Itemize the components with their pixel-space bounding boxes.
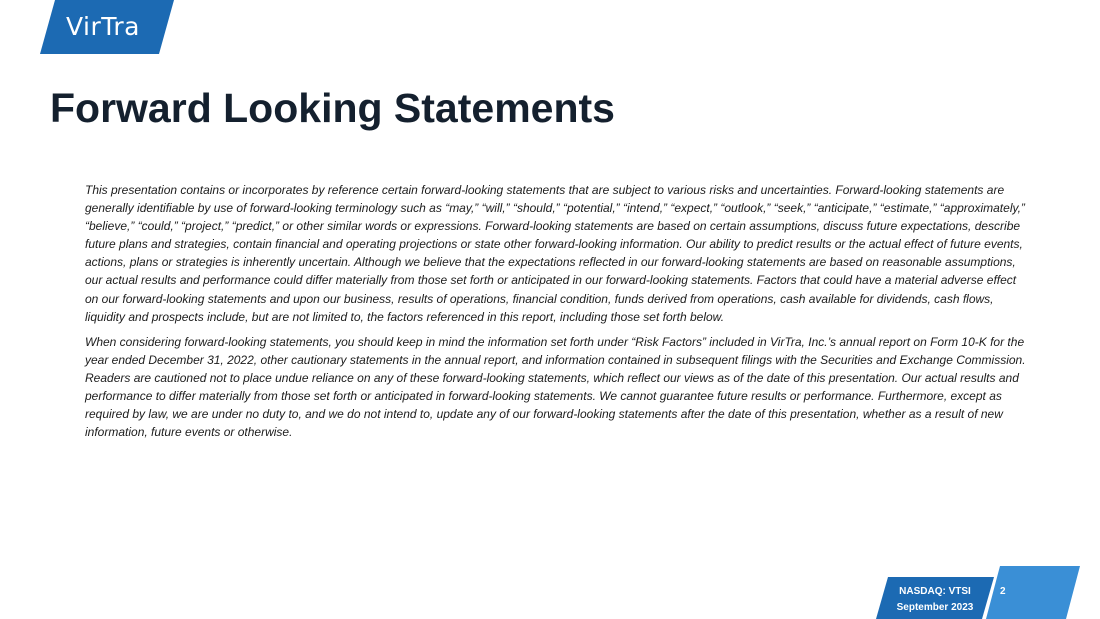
company-logo: [40, 0, 176, 54]
page-number: 2: [1000, 586, 1006, 597]
footer-ticker: NASDAQ: VTSI: [899, 586, 971, 597]
footer-date: September 2023: [896, 602, 974, 613]
page-title: Forward Looking Statements: [50, 85, 615, 131]
disclaimer-body: [85, 181, 1030, 441]
disclaimer-paragraph-2: When considering forward-looking statements, you should keep in mind the information set forth under “Risk Factors” included in VirTra, Inc.’s annual report on Form 10-K for the year ended December 31, 2022, other cautionary statements in the annual report, and information contained in subsequent filings with the Securities and Exchange Commission. Readers are cautioned not to place undue reliance on any of these forward-looking statements, which reflect our views as of the date of this presentation. Our actual results and performance to differ materially from those set forth or anticipated in forward-looking statements. We cannot guarantee future results or performance. Furthermore, except as required by law, we are under no duty to, and we do not intend to, update any of our forward-looking statements after the date of this presentation, whether as a result of new information, future events or otherwise.: [85, 334, 1026, 440]
footer-badge: [876, 566, 1080, 619]
logo-text: VirTra: [66, 12, 140, 41]
disclaimer-paragraph-1: This presentation contains or incorporates by reference certain forward-looking statements that are subject to various risks and uncertainties. Forward-looking statements are generally identifiable by use of forward-looking terminology such as “may,” “will,” “should,” “potential,” “intend,” “expect,” “outlook,” “seek,” “anticipate,” “estimate,” “approximately,” “believe,” “could,” “project,” “predict,” or other similar words or expressions. Forward-looking statements are based on certain assumptions, discuss future expectations, describe future plans and strategies, contain financial and operating projections or state other forward-looking information. Our ability to predict results or the actual effect of future events, actions, plans or strategies is inherently uncertain. Although we believe that the expectations reflected in our forward-looking statements are based on reasonable assumptions, our actual results and performance could differ materially from those set forth or anticipated in our forward-looking statements. Factors that could have a material adverse effect on our forward-looking statements and upon our business, results of operations, financial condition, funds derived from operations, cash available for dividends, cash flows, liquidity and prospects include, but are not limited to, the factors referenced in this report, including those set forth below.: [85, 183, 1025, 324]
